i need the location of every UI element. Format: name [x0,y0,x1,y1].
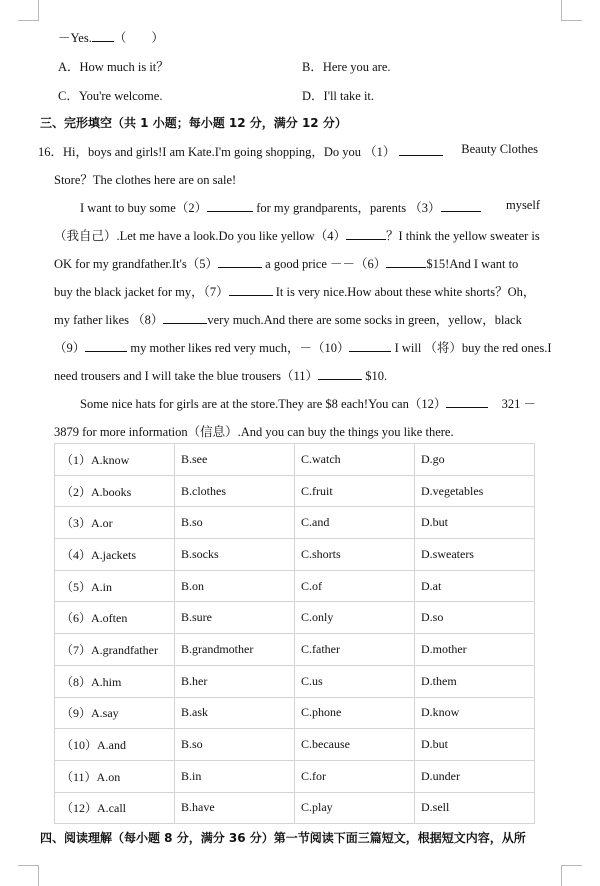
option-cell: D.under [415,760,535,792]
passage-text: ？I think the yellow sweater is [385,229,540,243]
option-cell: D.mother [415,634,535,666]
passage-text: 321 － [501,397,536,411]
table-row [55,444,535,476]
option-cell: （5）A.in [55,570,175,602]
passage-line-8 [54,338,552,356]
table-row [55,665,535,697]
passage-line-11: 3879 for more information（信息）.And you can buy the things you like there. [54,425,454,439]
option-cell: （10）A.and [55,729,175,761]
passage-text: buy the black jacket for my，（7） [54,285,229,299]
passage-line-5 [54,254,540,272]
table-row [55,507,535,539]
table-row [55,475,535,507]
option-cell: B.so [175,507,295,539]
passage-text: （9） [54,341,86,355]
passage-text: my mother likes red very much，－（10） [130,341,350,355]
option-cell: C.shorts [295,539,415,571]
passage-text: need trousers and I will take the blue trousers（11） [54,369,319,383]
passage-text: It is very nice.How about these white shorts？Oh， [275,285,536,299]
option-cell: D.sell [415,792,535,824]
option-cell: D.them [415,665,535,697]
option-cell: C.for [295,760,415,792]
crop-mark-top-left [18,0,39,21]
answer-blank-2 [207,199,253,212]
option-cell: （8）A.him [55,665,175,697]
passage-line-4 [54,226,540,244]
crop-mark-bottom-right [561,865,582,886]
option-cell: D.but [415,507,535,539]
option-cell: B.sure [175,602,295,634]
option-d: D．I'll take it. [302,89,375,103]
passage-text: I will （将）buy the red ones.I [394,341,552,355]
passage-text: （我自己）.Let me have a look.Do you like yellow（4） [54,229,346,243]
answer-blank-12 [446,395,488,408]
option-cell: （3）A.or [55,507,175,539]
answer-blank-1 [399,143,443,156]
option-cell: C.fruit [295,475,415,507]
answer-blank-3 [441,199,481,212]
passage-text: $15!And I want to [426,257,519,271]
option-cell: C.because [295,729,415,761]
option-cell: D.go [415,444,535,476]
option-cell: B.have [175,792,295,824]
prev-paren: （ ） [113,31,164,45]
passage-text: very much.And there are some socks in green，yellow，black [207,313,522,327]
passage-text: I want to buy some（2） [80,201,208,215]
passage-text: Beauty Clothes [461,142,538,156]
passage-text: myself [505,198,540,212]
crop-mark-top-right [561,0,582,21]
option-cell: C.watch [295,444,415,476]
table-row [55,760,535,792]
option-b: B．Here you are. [302,60,391,74]
passage-text: for my grandparents，parents （3） [256,201,441,215]
answer-blank-8 [163,311,207,324]
passage-line-9 [54,366,540,384]
section3-heading: 三、完形填空（共 1 小题；每小题 12 分，满分 12 分） [40,116,347,130]
option-cell: （7）A.grandfather [55,634,175,666]
option-cell: C.only [295,602,415,634]
option-cell: D.at [415,570,535,602]
option-cell: B.on [175,570,295,602]
option-cell: C.play [295,792,415,824]
table-row [55,634,535,666]
option-cell: （12）A.call [55,792,175,824]
option-cell: C.and [295,507,415,539]
answer-blank-11 [318,367,362,380]
table-row [55,602,535,634]
passage-line-2: Store？The clothes here are on sale! [54,173,237,187]
passage-text: 16．Hi，boys and girls!I am Kate.I'm going shopping，Do you （1） [38,145,396,159]
option-cell: （1）A.know [55,444,175,476]
option-cell: B.clothes [175,475,295,507]
table-row [55,539,535,571]
option-cell: C.phone [295,697,415,729]
option-cell: （6）A.often [55,602,175,634]
table-row [55,697,535,729]
passage-line-1 [38,142,538,160]
option-cell: B.so [175,729,295,761]
section4-heading: 四、阅读理解（每小题 8 分，满分 36 分）第一节阅读下面三篇短文，根据短文内容，从所 [40,831,526,845]
option-cell: （11）A.on [55,760,175,792]
passage-line-6 [54,282,540,300]
option-cell: B.socks [175,539,295,571]
option-cell: C.us [295,665,415,697]
table-row [55,570,535,602]
answer-blank-10 [349,339,391,352]
passage-text: $10. [365,369,388,383]
option-cell: B.her [175,665,295,697]
option-cell: B.see [175,444,295,476]
prev-prompt: －Yes. [58,31,92,45]
passage-text: OK for my grandfather.It's（5） [54,257,219,271]
option-cell: D.so [415,602,535,634]
answer-blank-7 [229,283,273,296]
option-cell: （9）A.say [55,697,175,729]
passage-text: Some nice hats for girls are at the store.They are $8 each!You can（12） [80,397,447,411]
passage-line-7 [54,310,540,328]
answer-blank-5 [218,255,262,268]
option-cell: D.vegetables [415,475,535,507]
option-cell: D.know [415,697,535,729]
answer-blank-6 [386,255,426,268]
option-c: C．You're welcome. [58,89,163,103]
answer-blank-9 [85,339,127,352]
option-cell: B.in [175,760,295,792]
table-row [55,729,535,761]
option-a: A．How much is it？ [58,60,169,74]
passage-text: my father likes （8） [54,313,164,327]
option-cell: D.but [415,729,535,761]
passage-line-10 [54,394,540,412]
passage-line-3 [54,198,540,216]
option-cell: C.of [295,570,415,602]
option-cell: B.ask [175,697,295,729]
table-row [55,792,535,824]
option-cell: B.grandmother [175,634,295,666]
answer-blank [92,29,114,42]
option-cell: C.father [295,634,415,666]
answer-blank-4 [346,227,386,240]
option-cell: （4）A.jackets [55,539,175,571]
option-cell: D.sweaters [415,539,535,571]
prev-question-line [58,28,164,46]
options-table [54,443,535,824]
passage-text: a good price －－（6） [265,257,387,271]
option-cell: （2）A.books [55,475,175,507]
crop-mark-bottom-left [18,865,39,886]
